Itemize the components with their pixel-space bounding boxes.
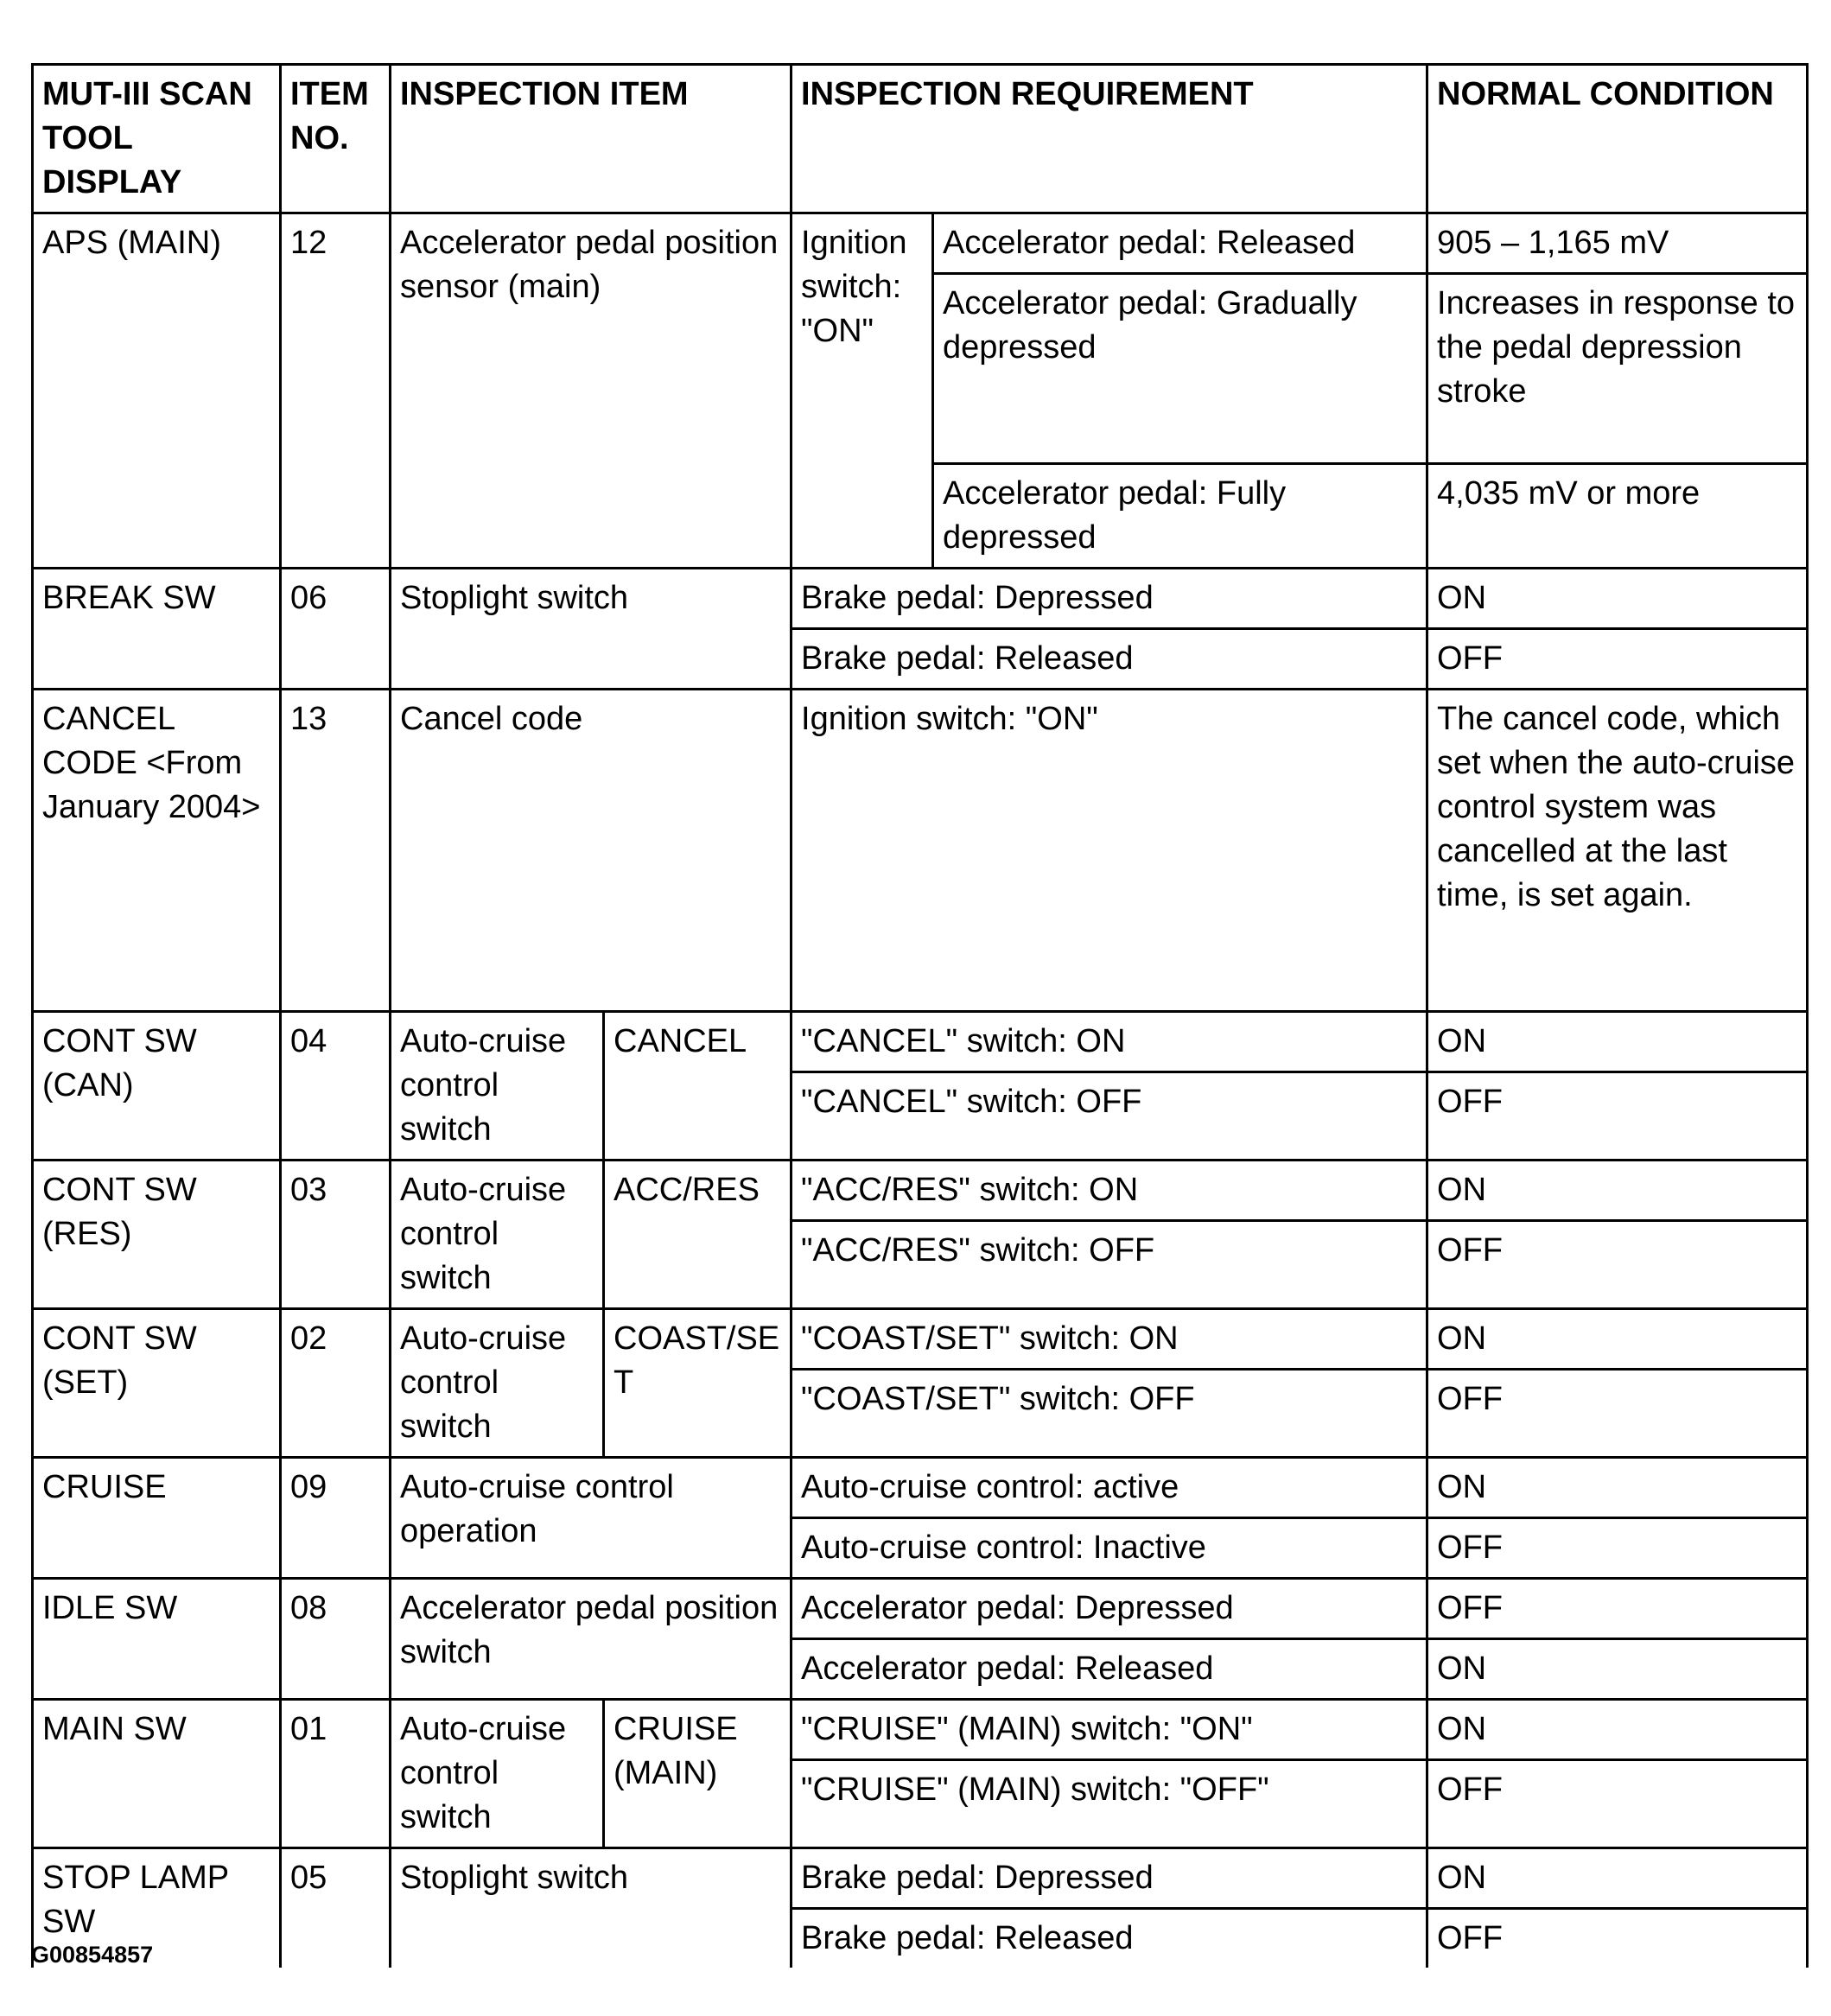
table-row	[33, 1848, 1808, 1909]
requirement-cell: "CANCEL" switch: OFF	[792, 1072, 1427, 1161]
inspection-item-cell: Accelerator pedal position switch	[391, 1579, 792, 1700]
ignition-condition-cell: Ignition switch: "ON"	[792, 213, 933, 569]
requirement-cell: Auto-cruise control: active	[792, 1458, 1427, 1518]
requirement-cell: "ACC/RES" switch: OFF	[792, 1221, 1427, 1309]
requirement-cell: Ignition switch: "ON"	[792, 690, 1427, 1012]
inspection-table-sheet	[31, 63, 1806, 1968]
display-cell: CRUISE	[33, 1458, 281, 1579]
switch-name-cell: COAST/SET	[604, 1309, 792, 1458]
normal-condition-cell: 905 – 1,165 mV	[1427, 213, 1808, 274]
display-cell: CONT SW (RES)	[33, 1161, 281, 1309]
inspection-item-cell: Auto-cruise control operation	[391, 1458, 792, 1579]
normal-condition-cell: The cancel code, which set when the auto-cruise control system was cancelled at the last time, is set again.	[1427, 690, 1808, 1012]
item-no-cell: 03	[281, 1161, 391, 1309]
switch-name-cell: CRUISE (MAIN)	[604, 1700, 792, 1848]
normal-condition-cell: ON	[1427, 1012, 1808, 1072]
table-row	[33, 1012, 1808, 1072]
normal-condition-cell: ON	[1427, 1309, 1808, 1370]
requirement-cell: Brake pedal: Released	[792, 1909, 1427, 1968]
display-cell: APS (MAIN)	[33, 213, 281, 569]
inspection-item-cell: Auto-cruise control switch	[391, 1700, 604, 1848]
normal-condition-cell: ON	[1427, 1161, 1808, 1221]
display-cell: BREAK SW	[33, 569, 281, 690]
display-cell: CANCEL CODE <From January 2004>	[33, 690, 281, 1012]
item-no-cell: 09	[281, 1458, 391, 1579]
requirement-cell: Accelerator pedal: Depressed	[792, 1579, 1427, 1639]
requirement-cell: "ACC/RES" switch: ON	[792, 1161, 1427, 1221]
table-row	[33, 1579, 1808, 1639]
requirement-cell: Brake pedal: Released	[792, 629, 1427, 690]
inspection-item-cell: Stoplight switch	[391, 1848, 792, 1968]
display-cell: CONT SW (SET)	[33, 1309, 281, 1458]
table-row	[33, 1309, 1808, 1370]
display-cell: IDLE SW	[33, 1579, 281, 1700]
header-display: MUT-III SCAN TOOL DISPLAY	[33, 65, 281, 213]
normal-condition-cell: OFF	[1427, 629, 1808, 690]
switch-name-cell: ACC/RES	[604, 1161, 792, 1309]
normal-condition-cell: ON	[1427, 1639, 1808, 1700]
requirement-cell: Accelerator pedal: Released	[792, 1639, 1427, 1700]
requirement-cell: "CANCEL" switch: ON	[792, 1012, 1427, 1072]
item-no-cell: 08	[281, 1579, 391, 1700]
requirement-cell: "CRUISE" (MAIN) switch: "OFF"	[792, 1760, 1427, 1848]
requirement-cell: Accelerator pedal: Fully depressed	[933, 464, 1427, 569]
requirement-cell: Accelerator pedal: Released	[933, 213, 1427, 274]
header-inspection-requirement: INSPECTION REQUIREMENT	[792, 65, 1427, 213]
inspection-item-cell: Auto-cruise control switch	[391, 1309, 604, 1458]
requirement-cell: "COAST/SET" switch: OFF	[792, 1370, 1427, 1458]
normal-condition-cell: 4,035 mV or more	[1427, 464, 1808, 569]
normal-condition-cell: ON	[1427, 569, 1808, 629]
item-no-cell: 13	[281, 690, 391, 1012]
normal-condition-cell: OFF	[1427, 1072, 1808, 1161]
header-inspection-item: INSPECTION ITEM	[391, 65, 792, 213]
requirement-cell: Brake pedal: Depressed	[792, 569, 1427, 629]
display-cell: CONT SW (CAN)	[33, 1012, 281, 1161]
header-row	[33, 65, 1808, 213]
requirement-cell: Auto-cruise control: Inactive	[792, 1518, 1427, 1579]
display-cell: MAIN SW	[33, 1700, 281, 1848]
table-row	[33, 1458, 1808, 1518]
item-no-cell: 02	[281, 1309, 391, 1458]
requirement-cell: "COAST/SET" switch: ON	[792, 1309, 1427, 1370]
normal-condition-cell: OFF	[1427, 1579, 1808, 1639]
normal-condition-cell: Increases in response to the pedal depression stroke	[1427, 274, 1808, 464]
table-row	[33, 1161, 1808, 1221]
item-no-cell: 12	[281, 213, 391, 569]
document-id: G00854857	[31, 1942, 154, 1968]
table-row	[33, 569, 1808, 629]
switch-name-cell: CANCEL	[604, 1012, 792, 1161]
inspection-item-cell: Cancel code	[391, 690, 792, 1012]
inspection-item-cell: Stoplight switch	[391, 569, 792, 690]
table-row	[33, 1700, 1808, 1760]
inspection-item-cell: Auto-cruise control switch	[391, 1012, 604, 1161]
item-no-cell: 04	[281, 1012, 391, 1161]
normal-condition-cell: OFF	[1427, 1221, 1808, 1309]
header-normal-condition: NORMAL CONDITION	[1427, 65, 1808, 213]
normal-condition-cell: ON	[1427, 1458, 1808, 1518]
display-cell: STOP LAMP SW	[33, 1848, 281, 1968]
inspection-item-cell: Accelerator pedal position sensor (main)	[391, 213, 792, 569]
table-row	[33, 690, 1808, 1012]
normal-condition-cell: OFF	[1427, 1370, 1808, 1458]
inspection-table	[31, 63, 1809, 1968]
item-no-cell: 06	[281, 569, 391, 690]
inspection-item-cell: Auto-cruise control switch	[391, 1161, 604, 1309]
item-no-cell: 05	[281, 1848, 391, 1968]
normal-condition-cell: OFF	[1427, 1760, 1808, 1848]
item-no-cell: 01	[281, 1700, 391, 1848]
normal-condition-cell: ON	[1427, 1700, 1808, 1760]
normal-condition-cell: OFF	[1427, 1518, 1808, 1579]
normal-condition-cell: OFF	[1427, 1909, 1808, 1968]
header-item-no: ITEM NO.	[281, 65, 391, 213]
table-row	[33, 213, 1808, 274]
requirement-cell: "CRUISE" (MAIN) switch: "ON"	[792, 1700, 1427, 1760]
normal-condition-cell: ON	[1427, 1848, 1808, 1909]
requirement-cell: Accelerator pedal: Gradually depressed	[933, 274, 1427, 464]
requirement-cell: Brake pedal: Depressed	[792, 1848, 1427, 1909]
